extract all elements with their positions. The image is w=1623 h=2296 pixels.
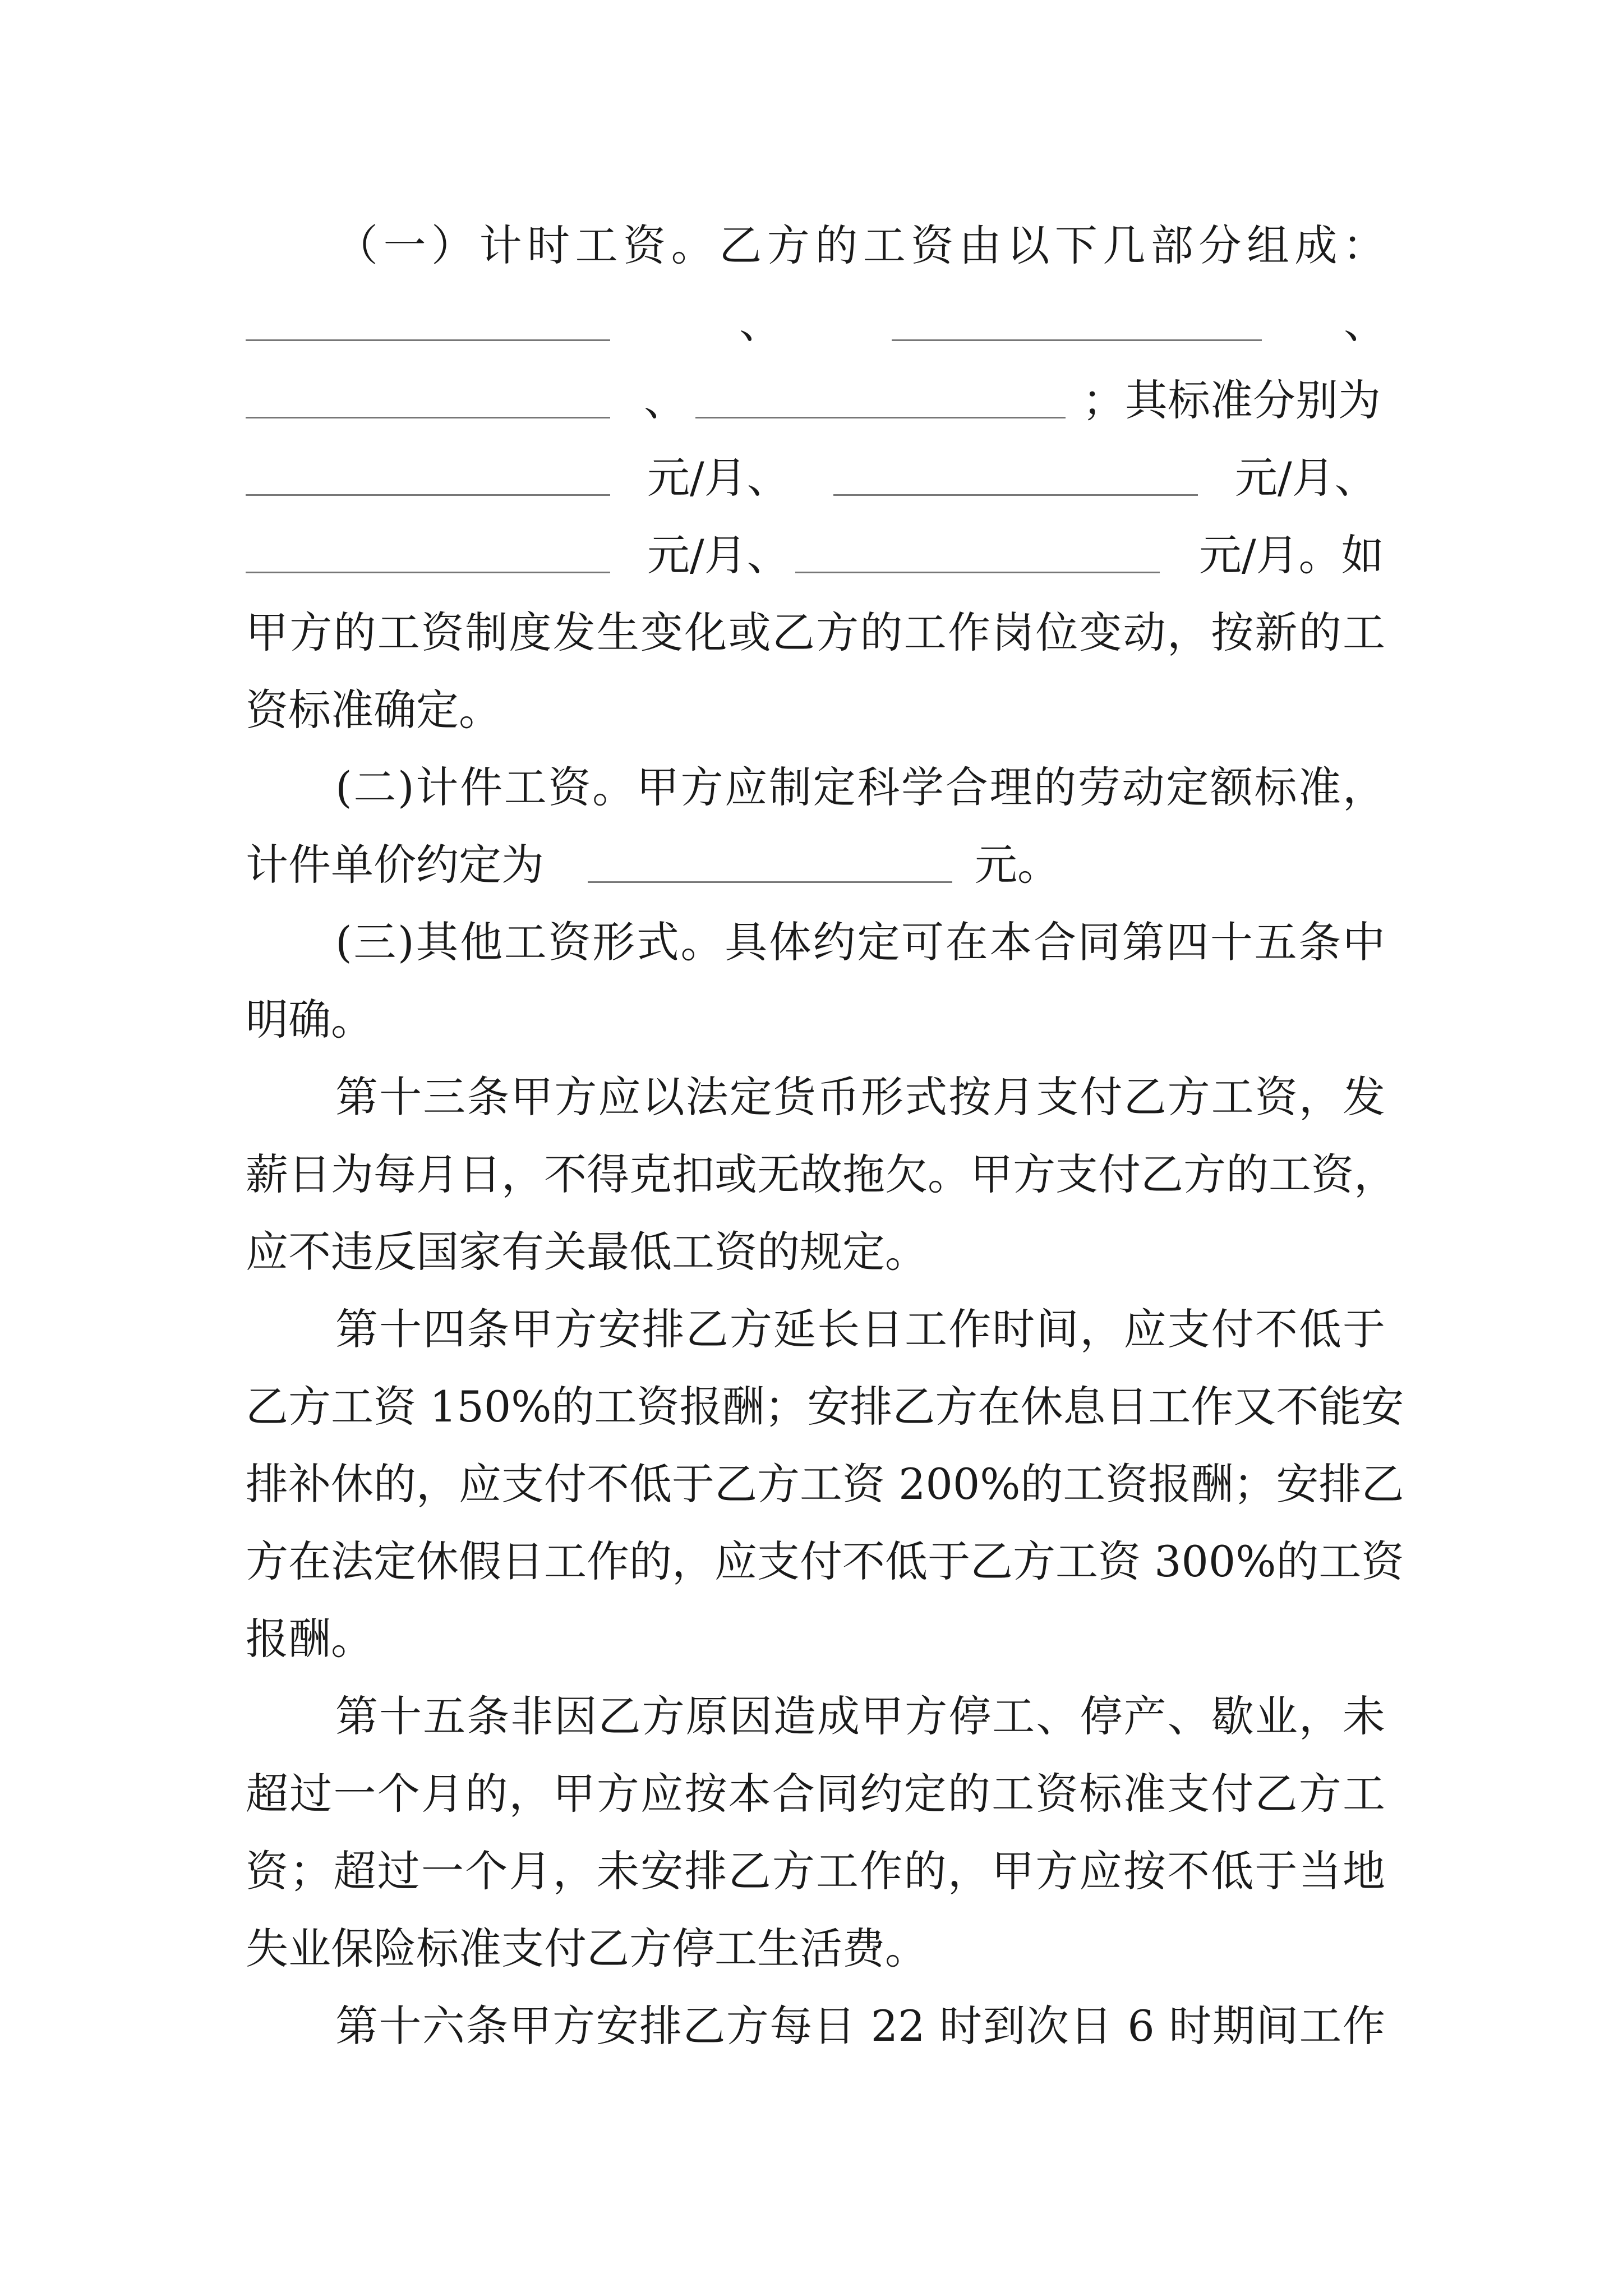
fill-in-blank xyxy=(892,339,1262,341)
separator: 、 xyxy=(644,375,686,425)
paragraph-other-wage-line-2: 明确。 xyxy=(246,995,374,1045)
article-14-line-3: 排补休的，应支付不低于乙方工资 200%的工资报酬；安排乙 xyxy=(246,1459,1404,1509)
fill-in-blank xyxy=(588,881,952,883)
unit-label: 元。 xyxy=(975,840,1060,890)
separator: 、 xyxy=(1344,298,1386,348)
article-16-line-1: 第十六条甲方安排乙方每日 22 时到次日 6 时期间工作 xyxy=(335,2001,1385,2051)
fill-in-blank xyxy=(246,339,610,341)
paragraph-other-wage-line-1: (三)其他工资形式。具体约定可在本合同第四十五条中 xyxy=(335,917,1385,967)
paragraph-piece-wage-line-1: (二)计件工资。甲方应制定科学合理的劳动定额标准， xyxy=(335,762,1385,812)
unit-label: 元/月、 xyxy=(1235,453,1377,503)
fill-in-blank xyxy=(833,494,1198,496)
article-14-line-1: 第十四条甲方安排乙方延长日工作时间，应支付不低于 xyxy=(335,1304,1385,1354)
article-13-line-2: 薪日为每月日，不得克扣或无故拖欠。甲方支付乙方的工资， xyxy=(246,1149,1396,1199)
paragraph-time-wage-line-7: 资标准确定。 xyxy=(246,685,501,735)
article-15-line-3: 资；超过一个月，未安排乙方工作的，甲方应按不低于当地 xyxy=(246,1846,1385,1896)
standards-intro: ；其标准分别为 xyxy=(1082,375,1381,425)
piece-price-label: 计件单价约定为 xyxy=(246,840,544,890)
article-14-line-2: 乙方工资 150%的工资报酬；安排乙方在休息日工作又不能安 xyxy=(246,1382,1404,1432)
unit-label: 元/月、 xyxy=(647,530,790,580)
article-15-line-4: 失业保险标准支付乙方停工生活费。 xyxy=(246,1924,928,1973)
blank-row-1 xyxy=(246,284,1385,362)
article-14-line-4: 方在法定休假日工作的，应支付不低于乙方工资 300%的工资 xyxy=(246,1536,1404,1586)
paragraph-piece-wage-line-2 xyxy=(246,826,1385,904)
paragraph-time-wage-line-6: 甲方的工资制度发生变化或乙方的工作岗位变动，按新的工 xyxy=(246,608,1385,657)
article-13-line-1: 第十三条甲方应以法定货币形式按月支付乙方工资，发 xyxy=(335,1072,1385,1122)
blank-row-3 xyxy=(246,439,1385,517)
unit-label: 元/月。如 xyxy=(1199,530,1384,580)
article-15-line-2: 超过一个月的，甲方应按本合同约定的工资标准支付乙方工 xyxy=(246,1769,1385,1819)
blank-row-4 xyxy=(246,516,1385,595)
article-15-line-1: 第十五条非因乙方原因造成甲方停工、停产、歇业，未 xyxy=(335,1691,1385,1741)
fill-in-blank xyxy=(246,417,610,418)
article-14-line-5: 报酬。 xyxy=(246,1614,374,1664)
fill-in-blank xyxy=(695,417,1066,418)
fill-in-blank xyxy=(246,572,610,573)
unit-label: 元/月、 xyxy=(647,453,790,503)
article-13-line-3: 应不违反国家有关最低工资的规定。 xyxy=(246,1227,928,1277)
fill-in-blank xyxy=(246,494,610,496)
separator: 、 xyxy=(739,298,782,348)
paragraph-time-wage-line-1: （一）计时工资。乙方的工资由以下几部分组成： xyxy=(335,220,1385,270)
blank-row-2 xyxy=(246,361,1385,440)
fill-in-blank xyxy=(795,572,1160,573)
